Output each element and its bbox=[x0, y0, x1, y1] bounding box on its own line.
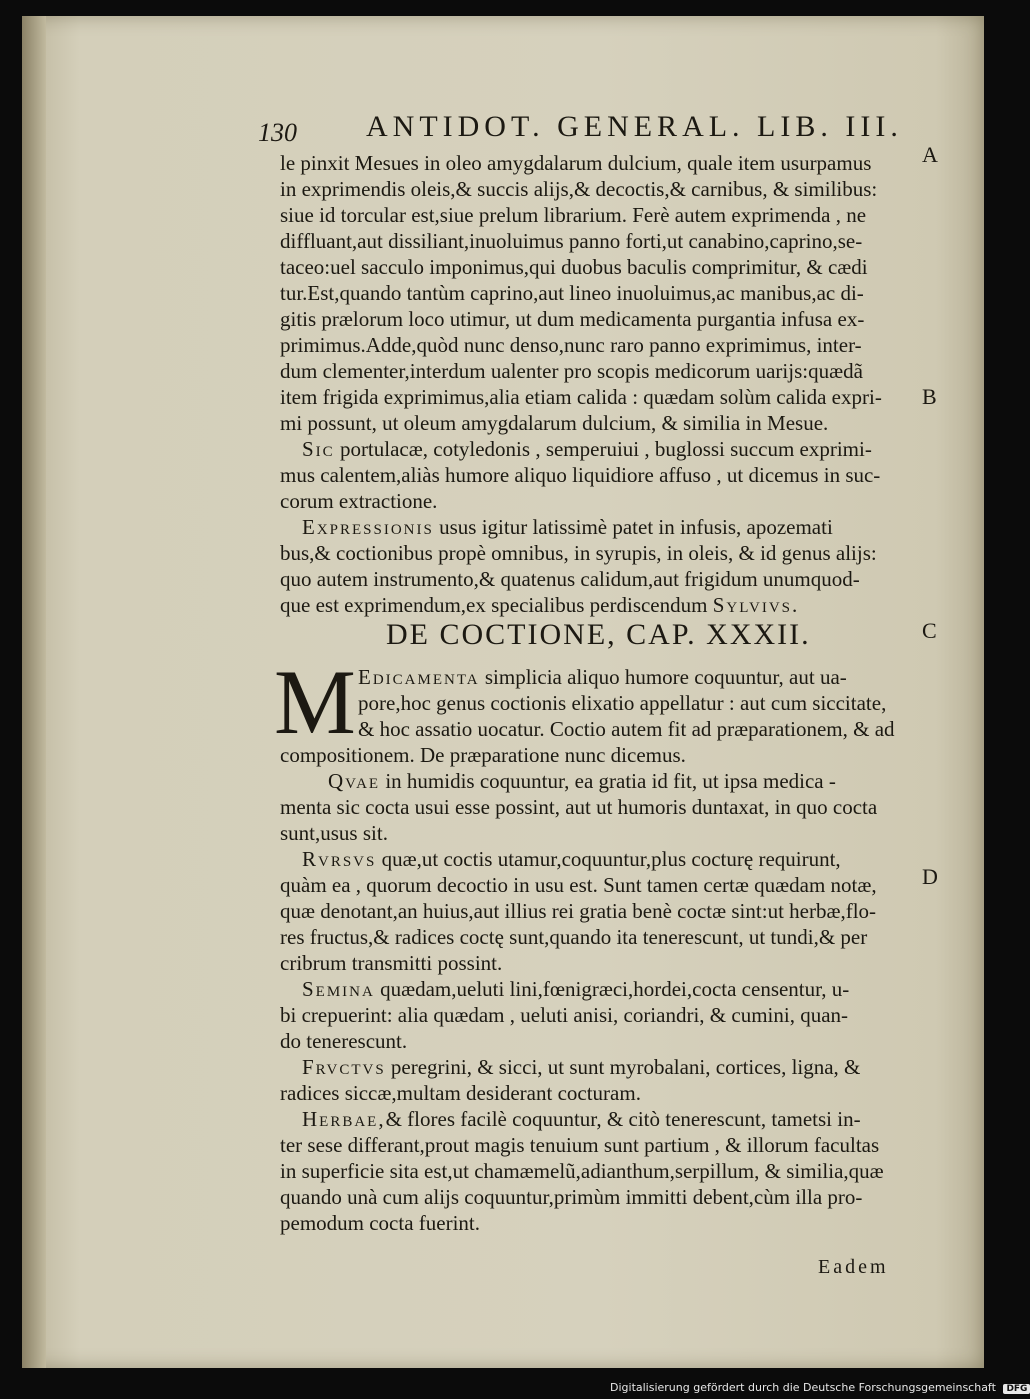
text-line: & hoc assatio uocatur. Coctio autem fit ad præparationem, & ad bbox=[358, 717, 895, 741]
text-line: item frigida exprimimus,alia etiam calida : quædam solùm calida expri- bbox=[280, 385, 882, 409]
footer-credit bbox=[610, 1381, 1028, 1399]
running-title: ANTIDOT. GENERAL. LIB. III. bbox=[366, 110, 903, 143]
paragraph-lead: Rvrsvs bbox=[302, 847, 377, 871]
paragraph-lead: Sic bbox=[302, 437, 335, 461]
text-line: cribrum transmitti possint. bbox=[280, 951, 503, 975]
margin-letter-d: D bbox=[922, 864, 938, 889]
text-line: res fructus,& radices coctę sunt,quando ita tenerescunt, ut tundi,& per bbox=[280, 925, 868, 949]
book-page bbox=[22, 16, 984, 1368]
text-line: siue id torcular est,siue prelum librarium. Ferè autem exprimenda , ne bbox=[280, 203, 867, 227]
text-line: menta sic cocta usui esse possint, aut ut humoris duntaxat, in quo cocta bbox=[280, 795, 878, 819]
text-line: que est exprimendum,ex specialibus perdiscendum Sylvivs. bbox=[280, 593, 800, 617]
running-head bbox=[258, 110, 938, 150]
text-line: bus,& coctionibus propè omnibus, in syrupis, in oleis, & id genus alijs: bbox=[280, 541, 877, 565]
text-line: Herbae,& flores facilè coquuntur, & citò tenerescunt, tametsi in- bbox=[302, 1107, 861, 1131]
paragraph-lead: Qvae bbox=[328, 769, 381, 793]
text-line: in exprimendis oleis,& succis alijs,& decoctis,& carnibus, & similibus: bbox=[280, 177, 878, 201]
paragraph-lead: Herbae, bbox=[302, 1107, 386, 1131]
text-line: ter sese differant,prout magis tenuium sunt partium , & illorum facultas bbox=[280, 1133, 880, 1157]
page-text bbox=[22, 16, 984, 1368]
paragraph-lead: Edicamenta bbox=[358, 665, 480, 689]
text-line: pemodum cocta fuerint. bbox=[280, 1211, 481, 1235]
text-line: radices siccæ,multam desiderant cocturam. bbox=[280, 1081, 641, 1105]
text-line: mi possunt, ut oleum amygdalarum dulcium, & similia in Mesue. bbox=[280, 411, 829, 435]
paragraph-lead: Frvctvs bbox=[302, 1055, 386, 1079]
text-line: compositionem. De præparatione nunc dicemus. bbox=[280, 743, 686, 767]
text-line: primimus.Adde,quòd nunc denso,nunc raro panno exprimimus, inter- bbox=[280, 333, 862, 357]
text-line: corum extractione. bbox=[280, 489, 438, 513]
text-line: sunt,usus sit. bbox=[280, 821, 388, 845]
text-line: bi crepuerint: alia quædam , ueluti anisi, coriandri, & cumini, quan- bbox=[280, 1003, 849, 1027]
text-line: Edicamenta simplicia aliquo humore coquuntur, aut ua- bbox=[358, 665, 847, 689]
text-line: gitis prælorum loco utimur, ut dum medicamenta purgantia infusa ex- bbox=[280, 307, 865, 331]
text-line: quàm ea , quorum decoctio in usu est. Sunt tamen certæ quædam notæ, bbox=[280, 873, 877, 897]
text-line: dum clementer,interdum ualenter pro scopis medicorum uarijs:quædã bbox=[280, 359, 863, 383]
text-line: do tenerescunt. bbox=[280, 1029, 408, 1053]
text-line: diffluant,aut dissiliant,inuoluimus panno forti,ut canabino,caprino,se- bbox=[280, 229, 863, 253]
text-line: Qvae in humidis coquuntur, ea gratia id fit, ut ipsa medica - bbox=[328, 769, 836, 793]
margin-letter-a: A bbox=[922, 142, 938, 167]
paragraph-lead: Semina bbox=[302, 977, 375, 1001]
margin-letter-b: B bbox=[922, 384, 937, 409]
text-line: taceo:uel sacculo imponimus,qui duobus baculis comprimitur, & cædi bbox=[280, 255, 868, 279]
text-line: Sic portulacæ, cotyledonis , semperuiui , buglossi succum exprimi- bbox=[302, 437, 872, 461]
catchword: Eadem bbox=[818, 1256, 889, 1278]
text-line: le pinxit Mesues in oleo amygdalarum dulcium, quale item usurpamus bbox=[280, 151, 872, 175]
text-line: quæ denotant,an huius,aut illius rei gratia benè coctæ sint:ut herbæ,flo- bbox=[280, 899, 877, 923]
text-line: Rvrsvs quæ,ut coctis utamur,coquuntur,plus cocturę requirunt, bbox=[302, 847, 841, 871]
text-line: Expressionis usus igitur latissimè patet in infusis, apozemati bbox=[302, 515, 833, 539]
text-line: quando unà cum alijs coquuntur,primùm immitti debent,cùm illa pro- bbox=[280, 1185, 863, 1209]
text-line: in superficie sita est,ut chamæmelũ,adianthum,serpillum, & similia,quæ bbox=[280, 1159, 884, 1183]
text-line: Frvctvs peregrini, & sicci, ut sunt myrobalani, cortices, ligna, & bbox=[302, 1055, 861, 1079]
drop-cap: M bbox=[274, 651, 356, 753]
text-line: pore,hoc genus coctionis elixatio appellatur : aut cum siccitate, bbox=[358, 691, 887, 715]
footer-text: Digitalisierung gefördert durch die Deutsche Forschungsgemeinschaft bbox=[610, 1381, 996, 1394]
chapter-title: DE COCTIONE, CAP. XXXII. bbox=[386, 618, 811, 651]
page-number: 130 bbox=[258, 118, 297, 147]
text-line: Semina quædam,ueluti lini,fœnigræci,hordei,cocta censentur, u- bbox=[302, 977, 850, 1001]
text-line: quo autem instrumento,& quatenus calidum,aut frigidum unumquod- bbox=[280, 567, 860, 591]
text-line: tur.Est,quando tantùm caprino,aut lineo inuoluimus,ac manibus,ac di- bbox=[280, 281, 864, 305]
author-signature: Sylvivs. bbox=[712, 593, 800, 617]
paragraph-lead: Expressionis bbox=[302, 515, 434, 539]
margin-letter-c: C bbox=[922, 618, 937, 643]
dfg-logo: DFG bbox=[1003, 1384, 1030, 1394]
text-line: mus calentem,aliàs humore aliquo liquidiore affuso , ut dicemus in suc- bbox=[280, 463, 881, 487]
